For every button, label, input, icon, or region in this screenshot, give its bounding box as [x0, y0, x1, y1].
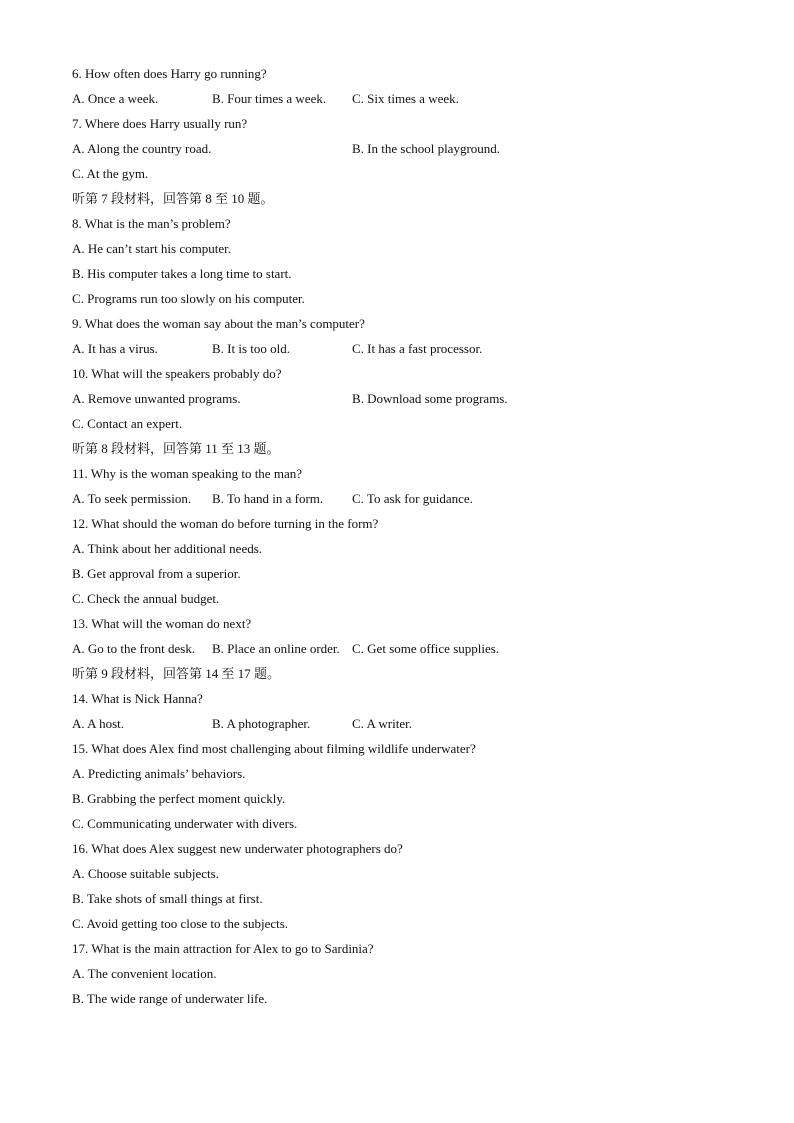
option-7b: B. In the school playground.	[352, 141, 501, 156]
question-13: 13. What will the woman do next?	[72, 616, 252, 631]
question-14: 14. What is Nick Hanna?	[72, 691, 203, 706]
option-15a: A. Predicting animals’ behaviors.	[72, 766, 246, 781]
question-10: 10. What will the speakers probably do?	[72, 366, 282, 381]
option-16a: A. Choose suitable subjects.	[72, 866, 219, 881]
options-row-14	[72, 711, 412, 736]
option-13c: C. Get some office supplies.	[352, 641, 500, 656]
option-9c: C. It has a fast processor.	[352, 341, 483, 356]
option-13b: B. Place an online order.	[212, 641, 340, 656]
option-15b: B. Grabbing the perfect moment quickly.	[72, 791, 286, 806]
option-9b: B. It is too old.	[212, 341, 291, 356]
question-16: 16. What does Alex suggest new underwater photographers do?	[72, 841, 403, 856]
option-14a: A. A host.	[72, 716, 125, 731]
question-6: 6. How often does Harry go running?	[72, 66, 267, 81]
option-15c: C. Communicating underwater with divers.	[72, 816, 298, 831]
question-12: 12. What should the woman do before turning in the form?	[72, 516, 379, 531]
question-11: 11. Why is the woman speaking to the man?	[72, 466, 302, 481]
question-17: 17. What is the main attraction for Alex to go to Sardinia?	[72, 941, 374, 956]
option-12c: C. Check the annual budget.	[72, 591, 220, 606]
option-7c: C. At the gym.	[72, 166, 149, 181]
option-9a: A. It has a virus.	[72, 341, 158, 356]
options-row-9	[72, 336, 483, 361]
option-12a: A. Think about her additional needs.	[72, 541, 263, 556]
option-17a: A. The convenient location.	[72, 966, 217, 981]
option-7a: A. Along the country road.	[72, 141, 212, 156]
options-row-13	[72, 636, 500, 661]
option-16b: B. Take shots of small things at first.	[72, 891, 263, 906]
question-8: 8. What is the man’s problem?	[72, 216, 231, 231]
option-11b: B. To hand in a form.	[212, 491, 324, 506]
option-14b: B. A photographer.	[212, 716, 311, 731]
option-8a: A. He can’t start his computer.	[72, 241, 231, 256]
option-6c: C. Six times a week.	[352, 91, 459, 106]
option-10c: C. Contact an expert.	[72, 416, 183, 431]
option-6b: B. Four times a week.	[212, 91, 327, 106]
option-11a: A. To seek permission.	[72, 491, 192, 506]
option-8b: B. His computer takes a long time to start.	[72, 266, 292, 281]
options-row-10	[72, 386, 508, 411]
option-8c: C. Programs run too slowly on his computer.	[72, 291, 305, 306]
section-heading-7: 听第 7 段材料，回答第 8 至 10 题。	[72, 191, 274, 206]
section-heading-9: 听第 9 段材料，回答第 14 至 17 题。	[72, 666, 281, 681]
option-6a: A. Once a week.	[72, 91, 159, 106]
option-11c: C. To ask for guidance.	[352, 491, 473, 506]
option-14c: C. A writer.	[352, 716, 412, 731]
question-9: 9. What does the woman say about the man’s computer?	[72, 316, 365, 331]
option-10b: B. Download some programs.	[352, 391, 508, 406]
option-12b: B. Get approval from a superior.	[72, 566, 241, 581]
option-10a: A. Remove unwanted programs.	[72, 391, 241, 406]
section-heading-8: 听第 8 段材料，回答第 11 至 13 题。	[72, 441, 280, 456]
option-16c: C. Avoid getting too close to the subjects.	[72, 916, 289, 931]
question-7: 7. Where does Harry usually run?	[72, 116, 248, 131]
options-row-11	[72, 486, 473, 511]
options-row-6	[72, 86, 459, 111]
option-17b: B. The wide range of underwater life.	[72, 991, 268, 1006]
option-13a: A. Go to the front desk.	[72, 641, 196, 656]
options-row-7	[72, 136, 501, 161]
question-15: 15. What does Alex find most challenging about filming wildlife underwater?	[72, 741, 476, 756]
